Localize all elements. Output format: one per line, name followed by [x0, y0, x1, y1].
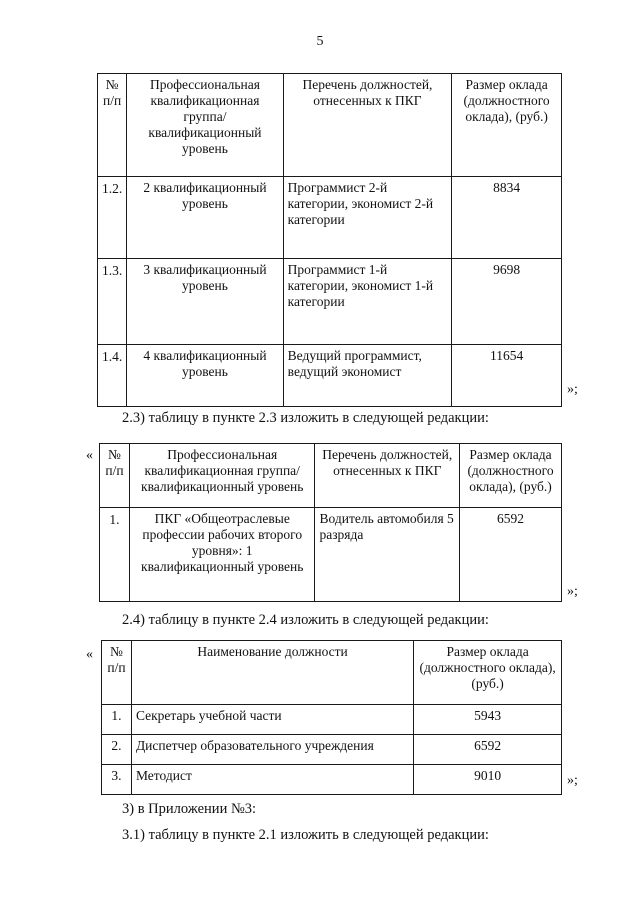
header-positions: Перечень должностей, отнесенных к ПКГ [315, 444, 460, 508]
table-header-row [102, 641, 562, 705]
row-salary: 5943 [414, 705, 562, 735]
row-level: ПКГ «Общеотраслевые профессии рабочих второго уровня»: 1 квалификационный уровень [129, 508, 315, 602]
table-row [100, 508, 562, 602]
header-salary: Размер оклада (должностного оклада), (руб.) [452, 74, 562, 177]
close-quote-1: »; [567, 382, 578, 397]
row-salary: 9010 [414, 765, 562, 795]
row-salary: 6592 [460, 508, 562, 602]
row-num: 3. [102, 765, 132, 795]
row-level: 3 квалификационный уровень [127, 259, 283, 345]
paragraph-2-3: 2.3) таблицу в пункте 2.3 изложить в следующей редакции: [122, 410, 489, 426]
header-salary: Размер оклада (должностного оклада), (руб.) [414, 641, 562, 705]
paragraph-2-4: 2.4) таблицу в пункте 2.4 изложить в следующей редакции: [122, 612, 489, 628]
table-row [102, 705, 562, 735]
row-positions: Водитель автомобиля 5 разряда [315, 508, 460, 602]
header-group: Профессиональная квалификационная группа/ квалификационный уровень [127, 74, 283, 177]
table-header-row [100, 444, 562, 508]
row-level: 2 квалификационный уровень [127, 177, 283, 259]
table-row [98, 345, 562, 407]
row-level: 4 квалификационный уровень [127, 345, 283, 407]
table-row [98, 259, 562, 345]
salary-table-1 [97, 73, 562, 407]
header-name: Наименование должности [131, 641, 413, 705]
header-num: № п/п [100, 444, 130, 508]
page-number: 5 [316, 34, 324, 49]
row-num: 1. [102, 705, 132, 735]
header-positions: Перечень должностей, отнесенных к ПКГ [283, 74, 452, 177]
close-quote-2: »; [567, 584, 578, 599]
row-positions: Программист 1-й категории, экономист 1-й категории [283, 259, 452, 345]
header-salary: Размер оклада (должностного оклада), (руб.) [460, 444, 562, 508]
row-positions: Ведущий программист, ведущий экономист [283, 345, 452, 407]
row-name: Секретарь учебной части [131, 705, 413, 735]
header-group: Профессиональная квалификационная группа/ квалификационный уровень [129, 444, 315, 508]
row-salary: 11654 [452, 345, 562, 407]
open-quote-3: « [86, 647, 93, 662]
row-name: Диспетчер образовательного учреждения [131, 735, 413, 765]
row-num: 1.4. [98, 345, 127, 407]
open-quote-2: « [86, 448, 93, 463]
row-salary: 6592 [414, 735, 562, 765]
table-row [98, 177, 562, 259]
row-num: 1.2. [98, 177, 127, 259]
header-num: № п/п [102, 641, 132, 705]
row-positions: Программист 2-й категории, экономист 2-й категории [283, 177, 452, 259]
row-num: 1.3. [98, 259, 127, 345]
table-header-row [98, 74, 562, 177]
paragraph-3-1: 3.1) таблицу в пункте 2.1 изложить в следующей редакции: [122, 827, 489, 843]
row-salary: 8834 [452, 177, 562, 259]
row-salary: 9698 [452, 259, 562, 345]
row-num: 2. [102, 735, 132, 765]
table-row [102, 765, 562, 795]
salary-table-3 [101, 640, 562, 795]
salary-table-2 [99, 443, 562, 602]
table-row [102, 735, 562, 765]
close-quote-3: »; [567, 773, 578, 788]
row-num: 1. [100, 508, 130, 602]
header-num: № п/п [98, 74, 127, 177]
paragraph-3: 3) в Приложении №3: [122, 801, 257, 817]
row-name: Методист [131, 765, 413, 795]
